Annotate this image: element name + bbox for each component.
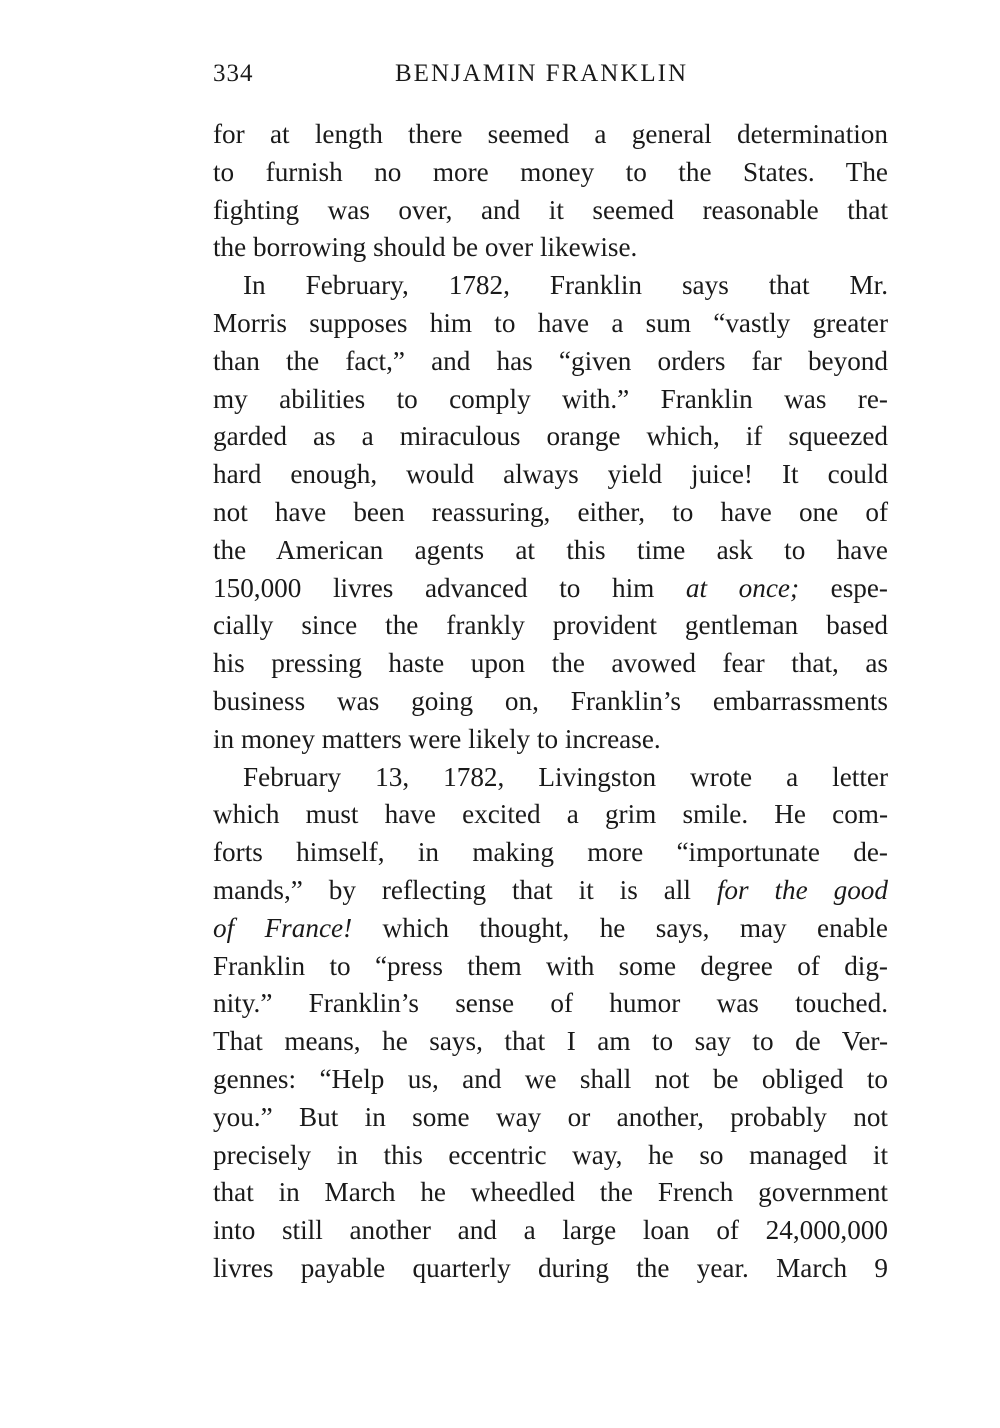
text-line: forts himself, in making more “importunate de- <box>213 837 888 868</box>
text-line: which must have excited a grim smile. He com- <box>213 799 888 830</box>
text-line: you.” But in some way or another, probably not <box>213 1101 888 1132</box>
text-line: the borrowing should be over likewise. <box>213 232 638 263</box>
italic-phrase: of France! <box>213 912 353 943</box>
text-run: 150,000 livres advanced to him <box>213 572 686 603</box>
italic-phrase: at once; <box>685 572 800 603</box>
text-line: for at length there seemed a general determination <box>213 119 888 149</box>
text-line: In February, 1782, Franklin says that Mr. <box>243 270 888 301</box>
text-run: which thought, he says, may enable <box>352 912 888 943</box>
running-title: BENJAMIN FRANKLIN <box>395 60 689 87</box>
paragraph-2 <box>213 267 888 758</box>
text-line-with-italic <box>213 910 888 948</box>
text-run: mands,” by reflecting that it is all <box>213 874 717 905</box>
text-line: February 13, 1782, Livingston wrote a letter <box>243 761 888 792</box>
text-line: hard enough, would always yield juice! It could <box>213 459 888 490</box>
text-line: in money matters were likely to increase. <box>213 723 661 754</box>
book-page <box>213 0 888 1288</box>
text-line: that in March he wheedled the French government <box>213 1177 888 1208</box>
text-line: That means, he says, that I am to say to de Ver- <box>213 1026 888 1057</box>
paragraph-1 <box>213 116 888 267</box>
text-line: my abilities to comply with.” Franklin was re- <box>213 383 888 414</box>
page-number: 334 <box>213 60 254 87</box>
text-line: not have been reassuring, either, to have one of <box>213 496 888 527</box>
italic-phrase: for the good <box>716 874 888 905</box>
text-line: than the fact,” and has “given orders far beyond <box>213 345 888 376</box>
text-line: his pressing haste upon the avowed fear that, as <box>213 648 888 679</box>
text-line: Morris supposes him to have a sum “vastly greater <box>213 307 888 338</box>
text-line: nity.” Franklin’s sense of humor was touched. <box>213 988 888 1019</box>
running-head <box>213 60 888 116</box>
text-line: the American agents at this time ask to have <box>213 534 888 565</box>
text-line: into still another and a large loan of 24,000,000 <box>213 1215 888 1246</box>
text-line: gennes: “Help us, and we shall not be obliged to <box>213 1063 888 1094</box>
text-line-with-italic <box>213 570 888 608</box>
text-line: livres payable quarterly during the year. March 9 <box>213 1252 888 1283</box>
text-line: fighting was over, and it seemed reasonable that <box>213 194 888 225</box>
text-line: Franklin to “press them with some degree of dig- <box>213 950 888 981</box>
paragraph-3 <box>213 759 888 1288</box>
text-line: garded as a miraculous orange which, if squeezed <box>213 421 888 452</box>
text-line: cially since the frankly provident gentleman based <box>213 610 888 641</box>
text-line: business was going on, Franklin’s embarrassments <box>213 685 888 716</box>
text-line-with-italic <box>213 872 888 910</box>
text-line: to furnish no more money to the States. The <box>213 156 888 187</box>
text-line: precisely in this eccentric way, he so managed it <box>213 1139 888 1170</box>
text-run: espe- <box>799 572 888 603</box>
